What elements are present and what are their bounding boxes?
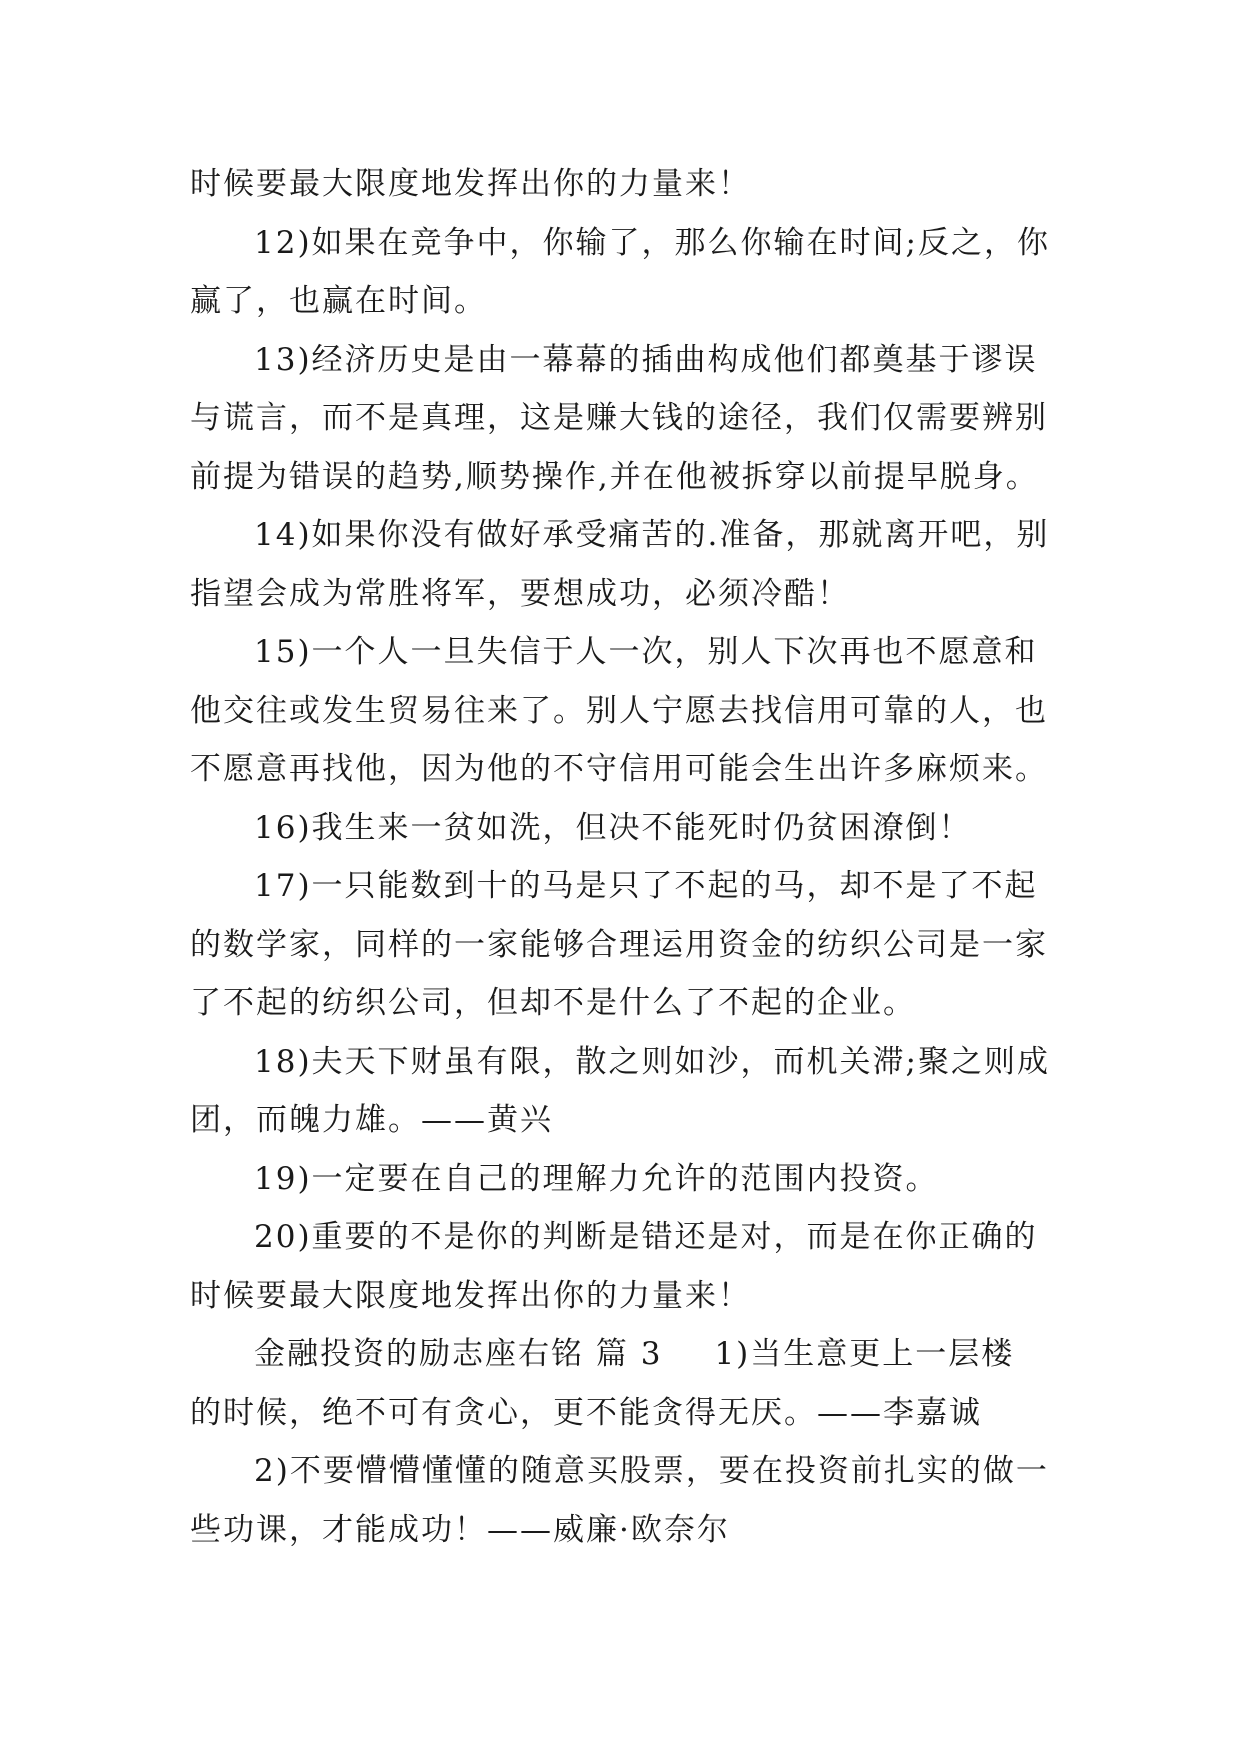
section-3-item-1-continuation: 的时候，绝不可有贪心，更不能贪得无厌。——李嘉诚 (190, 1394, 982, 1431)
paragraph-12: 12)如果在竞争中，你输了，那么你输在时间;反之，你 赢了，也赢在时间。 (190, 224, 1050, 319)
paragraph-13: 13)经济历史是由一幕幕的插曲构成他们都奠基于谬误 与谎言，而不是真理，这是赚大钱的途径，我们仅需要辨别 前提为错误的趋势,顺势操作,并在他被拆穿以前提早脱身。 (190, 341, 1048, 495)
paragraph-18: 18)夫天下财虽有限，散之则如沙，而机关滞;聚之则成 团，而魄力雄。——黄兴 (190, 1043, 1050, 1138)
paragraph-11-continuation: 时候要最大限度地发挥出你的力量来！ (190, 166, 751, 202)
document-body (190, 155, 1070, 1559)
paragraph-19: 19)一定要在自己的理解力允许的范围内投资。 (254, 1160, 939, 1197)
paragraph-17: 17)一只能数到十的马是只了不起的马，却不是了不起 的数学家，同样的一家能够合理运用资金的纺织公司是一家 了不起的纺织公司，但却不是什么了不起的企业。 (190, 868, 1048, 1021)
section-3-item-1-start: 1)当生意更上一层楼 (714, 1336, 1015, 1372)
paragraph-16: 16)我生来一贫如洗，但决不能死时仍贫困潦倒！ (254, 809, 972, 846)
section-3-paragraph (190, 1325, 1070, 1442)
section-3-heading: 金融投资的励志座右铭 篇 3 (254, 1336, 663, 1372)
paragraph-15: 15)一个人一旦失信于人一次，别人下次再也不愿意和 他交往或发生贸易往来了。别人宁愿去找信用可靠的人，也 不愿意再找他，因为他的不守信用可能会生出许多麻烦来。 (190, 634, 1048, 787)
paragraph-20: 20)重要的不是你的判断是错还是对，而是在你正确的 时候要最大限度地发挥出你的力量来！ (190, 1219, 1038, 1314)
section-3-item-2: 2)不要懵懵懂懂的随意买股票，要在投资前扎实的做一 些功课，才能成功！——威廉·欧奈尔 (190, 1453, 1049, 1548)
paragraph-14: 14)如果你没有做好承受痛苦的.准备，那就离开吧，别 指望会成为常胜将军，要想成功，必须冷酷！ (190, 517, 1050, 612)
